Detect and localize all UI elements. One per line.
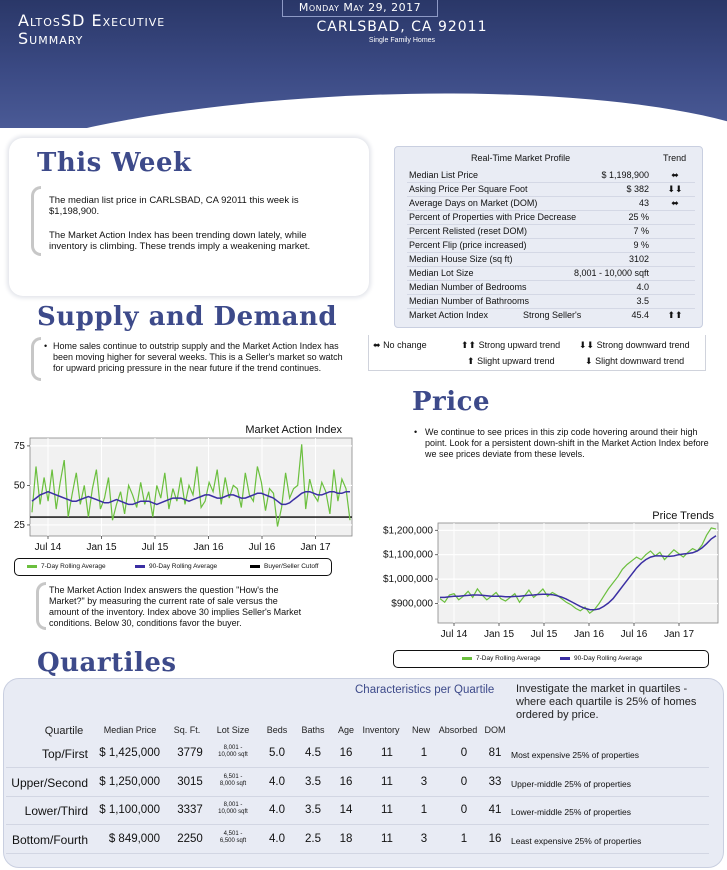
y-tick-label: $1,100,000 — [382, 549, 433, 561]
strong-upward-trend-icon: ⬆⬆ — [667, 310, 683, 320]
quartile-inventory: 11 — [381, 747, 393, 759]
quartile-baths: 3.5 — [305, 776, 321, 788]
header-swoosh — [0, 79, 727, 128]
y-tick-label: 25 — [13, 519, 25, 531]
legend-cutoff — [250, 563, 318, 570]
profile-row-value: 9 % — [633, 240, 649, 250]
profile-row — [407, 281, 695, 295]
quartile-lot-size — [210, 774, 256, 788]
x-tick-label: Jan 17 — [300, 542, 331, 553]
quartile-beds: 5.0 — [269, 747, 285, 759]
profile-row — [407, 197, 695, 211]
trend-legend — [368, 335, 706, 371]
profile-row-value: 7 % — [633, 226, 649, 236]
profile-row-label: Median List Price — [409, 170, 479, 180]
mai-value: 45.4 — [631, 310, 649, 320]
x-tick-label: Jan 16 — [573, 629, 605, 640]
quartile-absorbed: 1 — [460, 833, 468, 845]
quartile-row — [6, 826, 709, 854]
quartile-sqft: 2250 — [177, 833, 203, 845]
quartile-lot-size — [210, 831, 256, 845]
quartile-inventory: 11 — [381, 776, 393, 788]
strong-down-label: Strong downward trend — [596, 340, 690, 350]
quartile-header-cell: Sq. Ft. — [173, 725, 201, 735]
legend-7day-label: 7-Day Rolling Average — [476, 655, 541, 662]
report-date: Monday May 29, 2017 — [282, 0, 438, 17]
quartile-header-cell: Median Price — [103, 725, 157, 735]
slight-down-icon: ⬇ — [585, 356, 593, 366]
this-week-title: This Week — [37, 148, 192, 178]
brand-line-2: Summary — [18, 29, 84, 48]
slight-up-icon: ⬆ — [467, 356, 475, 366]
bullet-dot: • — [414, 427, 418, 437]
y-tick-label: $1,200,000 — [382, 525, 433, 537]
quartile-new: 1 — [420, 747, 428, 759]
x-tick-label: Jul 15 — [141, 542, 169, 553]
profile-row-label: Median House Size (sq ft) — [409, 254, 513, 264]
mai-status: Strong Seller's — [523, 310, 582, 320]
quartile-age: 14 — [339, 804, 353, 816]
price-trends-chart — [370, 505, 726, 645]
quartile-absorbed: 0 — [460, 804, 468, 816]
quartile-header-cell: Inventory — [362, 725, 400, 735]
quartile-description: Most expensive 25% of properties — [511, 750, 640, 760]
profile-row-label: Percent Relisted (reset DOM) — [409, 226, 528, 236]
profile-row-value: 43 — [638, 198, 649, 208]
quartile-age: 16 — [339, 776, 353, 788]
quartile-dom: 16 — [488, 833, 502, 845]
market-action-index-chart — [0, 420, 360, 560]
characteristics-title: Characteristics per Quartile — [355, 684, 495, 696]
x-tick-label: Jul 14 — [440, 629, 468, 640]
quartile-beds: 4.0 — [269, 804, 285, 816]
profile-row-label: Median Number of Bedrooms — [409, 282, 527, 292]
quartile-median-price: $ 849,000 — [108, 833, 160, 845]
quartile-header-cell: Quartile — [44, 725, 84, 737]
profile-row — [407, 239, 695, 253]
lot-size-line-1: 8,001 - — [223, 802, 243, 808]
this-week-paragraph-1: The median list price in CARLSBAD, CA 92011 this week is $1,198,900. — [49, 195, 299, 217]
legend-cutoff-label: Buyer/Seller Cutoff — [264, 563, 319, 570]
quartile-description: Lower-middle 25% of properties — [511, 807, 632, 817]
slight-down-label: Slight downward trend — [595, 356, 685, 366]
quartile-median-price: $ 1,250,000 — [99, 776, 160, 788]
market-profile-table — [394, 146, 703, 328]
market-action-index-row — [407, 309, 695, 323]
profile-row-label: Asking Price Per Square Foot — [409, 184, 528, 194]
profile-row-label: Percent of Properties with Price Decrease — [409, 212, 577, 222]
y-tick-label: 75 — [13, 440, 25, 452]
y-tick-label: 50 — [13, 480, 25, 492]
quartile-description: Least expensive 25% of properties — [511, 836, 642, 846]
quartile-name: Bottom/Fourth — [11, 833, 88, 847]
quartile-inventory: 11 — [381, 833, 393, 845]
profile-row-value: 4.0 — [636, 282, 649, 292]
profile-row-label: Median Lot Size — [409, 268, 474, 278]
quartile-lot-size — [210, 802, 256, 816]
bracket-decoration — [31, 186, 41, 256]
legend-no-change — [373, 340, 427, 351]
lot-size-line-1: 4,501 - — [223, 831, 243, 837]
quartile-age: 18 — [339, 833, 353, 845]
quartile-description: Upper-middle 25% of properties — [511, 779, 632, 789]
bracket-decoration — [31, 337, 41, 381]
quartile-beds: 4.0 — [269, 833, 285, 845]
profile-row — [407, 295, 695, 309]
quartile-row — [6, 740, 709, 768]
bracket-decoration — [36, 582, 46, 630]
x-tick-label: Jul 15 — [530, 629, 558, 640]
x-tick-label: Jul 16 — [620, 629, 648, 640]
legend-strong-down — [579, 340, 690, 351]
x-tick-label: Jan 16 — [193, 542, 224, 553]
mai-explanation: The Market Action Index answers the question "How's the Market?" by measuring the current rate of sale versus the amount of the inventory. Index above 30 implies Seller's Market conditions. Below 30, conditions favor the buyer. — [49, 585, 302, 628]
quartile-header-cell: Age — [337, 725, 354, 735]
legend-strong-up — [461, 340, 560, 351]
quartile-dom: 41 — [488, 804, 502, 816]
profile-row — [407, 253, 695, 267]
quartile-dom: 33 — [488, 776, 502, 788]
y-tick-label: $1,000,000 — [382, 574, 433, 586]
lot-size-line-1: 8,001 - — [223, 745, 243, 751]
x-tick-label: Jan 17 — [663, 629, 695, 640]
quartile-median-price: $ 1,425,000 — [99, 747, 160, 759]
quartile-new: 3 — [420, 833, 428, 845]
x-tick-label: Jan 15 — [483, 629, 515, 640]
report-header — [0, 0, 727, 128]
brand-title — [18, 12, 165, 48]
quartiles-intro: Investigate the market in quartiles - where each quartile is 25% of homes ordered by price. — [516, 683, 697, 721]
profile-row-value: $ 382 — [626, 184, 649, 194]
quartile-name: Top/First — [41, 747, 88, 761]
no-change-label: No change — [383, 340, 427, 350]
mai-chart-legend — [14, 558, 332, 576]
quartile-absorbed: 0 — [460, 776, 468, 788]
profile-row-value: 8,001 - 10,000 sqft — [573, 268, 649, 278]
quartile-inventory: 11 — [381, 804, 393, 816]
quartile-lot-size — [210, 745, 256, 759]
quartile-baths: 4.5 — [305, 747, 321, 759]
legend-7day — [27, 563, 106, 570]
quartile-beds: 4.0 — [269, 776, 285, 788]
profile-row-value: 25 % — [628, 212, 649, 222]
quartile-header-cell: Baths — [301, 725, 325, 735]
quartile-baths: 2.5 — [305, 833, 321, 845]
legend-slight-down — [585, 356, 684, 367]
mai-label: Market Action Index — [409, 310, 489, 320]
bullet-dot: • — [44, 341, 48, 351]
price-title: Price — [412, 387, 490, 417]
quartiles-title: Quartiles — [37, 648, 177, 678]
legend-90day — [135, 563, 217, 570]
profile-row-label: Average Days on Market (DOM) — [409, 198, 538, 208]
profile-row-label: Median Number of Bathrooms — [409, 296, 530, 306]
quartile-header-cell: New — [411, 725, 430, 735]
supply-demand-bullet — [44, 341, 354, 374]
quartile-baths: 3.5 — [305, 804, 321, 816]
legend-90day — [560, 655, 642, 662]
profile-row — [407, 169, 695, 183]
legend-90day-label: 90-Day Rolling Average — [149, 563, 218, 570]
strong-down-icon: ⬇⬇ — [579, 340, 595, 350]
price-chart-legend — [393, 650, 709, 668]
lot-size-line-1: 6,501 - — [223, 774, 243, 780]
quartile-name: Upper/Second — [11, 776, 88, 790]
supply-demand-title: Supply and Demand — [37, 302, 338, 332]
quartile-new: 1 — [420, 804, 428, 816]
this-week-paragraph-2: The Market Action Index has been trending down lately, while inventory is climbing. These trends imply a weakening market. — [49, 230, 311, 252]
price-text: We continue to see prices in this zip code hovering around their high point. Look for a persistent down-shift in the Market Action Index before we see prices deviate from these levels. — [425, 427, 709, 459]
quartile-name: Lower/Third — [24, 804, 88, 818]
profile-row — [407, 211, 695, 225]
profile-row-value: $ 1,198,900 — [601, 170, 649, 180]
brand-line-1: AltosSD Executive — [18, 11, 166, 30]
quartile-absorbed: 0 — [460, 747, 468, 759]
chart-title: Market Action Index — [245, 424, 342, 436]
trend-arrow-icon: ⬌ — [671, 198, 679, 208]
profile-row — [407, 225, 695, 239]
quartile-header-cell: Lot Size — [216, 725, 250, 735]
strong-up-icon: ⬆⬆ — [461, 340, 477, 350]
lot-size-line-2: 8,000 sqft — [219, 781, 247, 787]
chart-title: Price Trends — [652, 510, 714, 522]
legend-7day — [462, 655, 541, 662]
trend-arrow-icon: ⬌ — [671, 170, 679, 180]
profile-row-label: Percent Flip (price increased) — [409, 240, 527, 250]
y-tick-label: $900,000 — [391, 598, 433, 610]
profile-row-value: 3102 — [628, 254, 649, 264]
quartile-age: 16 — [339, 747, 353, 759]
quartile-header-cell: Absorbed — [438, 725, 478, 735]
price-bullet — [414, 427, 714, 460]
quartile-sqft: 3337 — [177, 804, 203, 816]
lot-size-line-2: 10,000 sqft — [218, 752, 248, 758]
quartile-sqft: 3779 — [177, 747, 203, 759]
quartile-sqft: 3015 — [177, 776, 203, 788]
supply-demand-text: Home sales continue to outstrip supply and the Market Action Index has been moving higher for several weeks. This is a Seller's market so watch for upward pricing pressure in the near future if the trend continues. — [53, 341, 343, 373]
lot-size-line-2: 6,500 sqft — [219, 838, 247, 844]
quartile-median-price: $ 1,100,000 — [99, 804, 160, 816]
profile-row — [407, 267, 695, 281]
legend-7day-label: 7-Day Rolling Average — [41, 563, 106, 570]
profile-title: Real-Time Market Profile — [471, 153, 571, 163]
x-tick-label: Jul 14 — [34, 542, 62, 553]
quartile-new: 3 — [420, 776, 428, 788]
quartile-row — [6, 797, 709, 825]
quartile-header-cell: DOM — [484, 725, 506, 735]
profile-row — [407, 183, 695, 197]
profile-trend-header: Trend — [663, 153, 687, 163]
x-tick-label: Jul 16 — [248, 542, 276, 553]
report-subtitle: Single Family Homes — [368, 37, 436, 44]
legend-slight-up — [467, 356, 555, 367]
legend-90day-label: 90-Day Rolling Average — [574, 655, 643, 662]
slight-up-label: Slight upward trend — [477, 356, 555, 366]
x-tick-label: Jan 15 — [86, 542, 117, 553]
quartile-header-cell: Beds — [266, 725, 288, 735]
report-city: CARLSBAD, CA 92011 — [316, 19, 488, 35]
profile-row-value: 3.5 — [636, 296, 649, 306]
quartile-row — [6, 769, 709, 797]
trend-arrow-icon: ⬇⬇ — [667, 184, 683, 194]
no-change-icon: ⬌ — [373, 340, 381, 350]
strong-up-label: Strong upward trend — [478, 340, 561, 350]
plot-area — [438, 523, 718, 623]
quartile-dom: 81 — [488, 747, 502, 759]
lot-size-line-2: 10,000 sqft — [218, 809, 248, 815]
